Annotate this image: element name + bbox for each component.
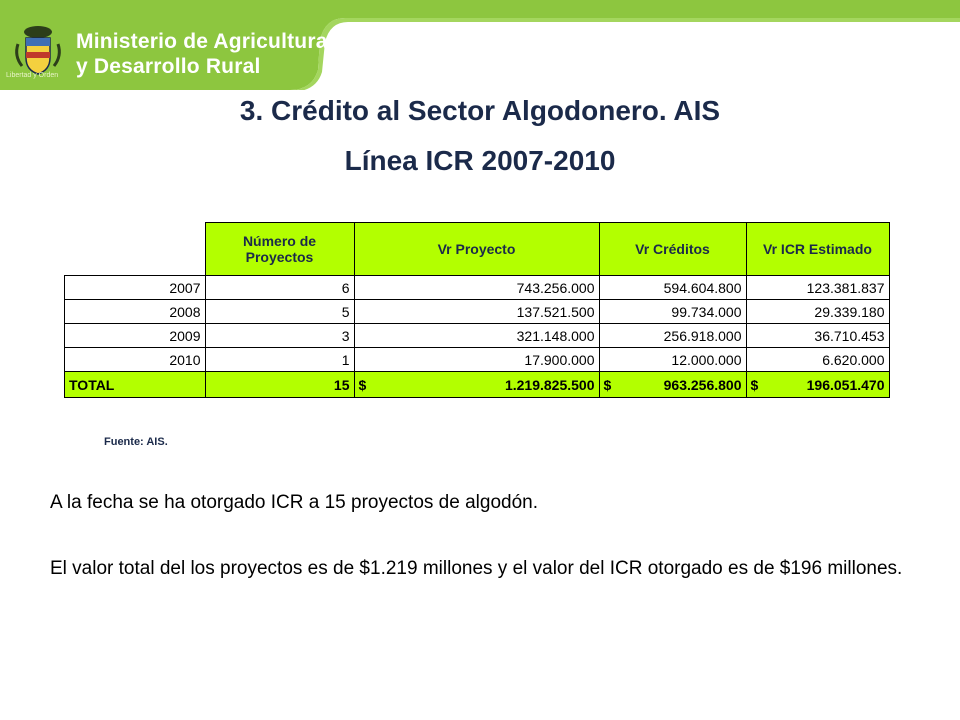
total-vr-icr-cell bbox=[746, 372, 889, 398]
row-projects: 3 bbox=[205, 324, 354, 348]
header-vr-proyecto: Vr Proyecto bbox=[354, 223, 599, 276]
credit-table bbox=[64, 222, 890, 398]
table-row bbox=[65, 300, 890, 324]
header-num-proyectos: Número de Proyectos bbox=[205, 223, 354, 276]
summary-paragraph-1: A la fecha se ha otorgado ICR a 15 proyectos de algodón. bbox=[50, 492, 538, 513]
currency-sign: $ bbox=[750, 376, 759, 393]
row-year: 2009 bbox=[65, 324, 206, 348]
summary-paragraph-2: El valor total del los proyectos es de $1.219 millones y el valor del ICR otorgado es de $196 millones. bbox=[50, 558, 903, 579]
table-row bbox=[65, 324, 890, 348]
row-vr-creditos: 12.000.000 bbox=[599, 348, 746, 372]
row-vr-icr: 36.710.453 bbox=[746, 324, 889, 348]
row-vr-creditos: 256.918.000 bbox=[599, 324, 746, 348]
row-vr-proyecto: 17.900.000 bbox=[354, 348, 599, 372]
header-band bbox=[0, 0, 960, 90]
row-vr-proyecto: 743.256.000 bbox=[354, 276, 599, 300]
total-label: TOTAL bbox=[65, 372, 206, 398]
total-vr-creditos: 963.256.800 bbox=[663, 376, 742, 393]
total-vr-icr: 196.051.470 bbox=[806, 376, 885, 393]
currency-sign: $ bbox=[603, 376, 612, 393]
header-vr-icr: Vr ICR Estimado bbox=[746, 223, 889, 276]
header-vr-creditos: Vr Créditos bbox=[599, 223, 746, 276]
header-blank bbox=[65, 223, 206, 276]
table-header-row bbox=[65, 223, 890, 276]
source-note: Fuente: AIS. bbox=[104, 436, 168, 448]
row-year: 2007 bbox=[65, 276, 206, 300]
currency-sign: $ bbox=[358, 376, 367, 393]
row-vr-icr: 123.381.837 bbox=[746, 276, 889, 300]
row-projects: 1 bbox=[205, 348, 354, 372]
total-vr-proyecto: 1.219.825.500 bbox=[504, 376, 595, 393]
table-total-row bbox=[65, 372, 890, 398]
emblem-motto: Libertad y Orden bbox=[6, 72, 59, 79]
ministry-name-line1: Ministerio de Agricultura bbox=[76, 30, 328, 53]
row-vr-creditos: 594.604.800 bbox=[599, 276, 746, 300]
table-row bbox=[65, 348, 890, 372]
slide-subtitle: Línea ICR 2007-2010 bbox=[344, 145, 616, 176]
slide-title: 3. Crédito al Sector Algodonero. AIS bbox=[239, 95, 721, 126]
ministry-name-line2: y Desarrollo Rural bbox=[76, 55, 261, 78]
row-projects: 5 bbox=[205, 300, 354, 324]
row-projects: 6 bbox=[205, 276, 354, 300]
row-vr-icr: 6.620.000 bbox=[746, 348, 889, 372]
row-year: 2008 bbox=[65, 300, 206, 324]
row-vr-proyecto: 137.521.500 bbox=[354, 300, 599, 324]
total-projects: 15 bbox=[205, 372, 354, 398]
table-row bbox=[65, 276, 890, 300]
row-vr-creditos: 99.734.000 bbox=[599, 300, 746, 324]
row-year: 2010 bbox=[65, 348, 206, 372]
row-vr-icr: 29.339.180 bbox=[746, 300, 889, 324]
total-vr-creditos-cell bbox=[599, 372, 746, 398]
row-vr-proyecto: 321.148.000 bbox=[354, 324, 599, 348]
total-vr-proyecto-cell bbox=[354, 372, 599, 398]
